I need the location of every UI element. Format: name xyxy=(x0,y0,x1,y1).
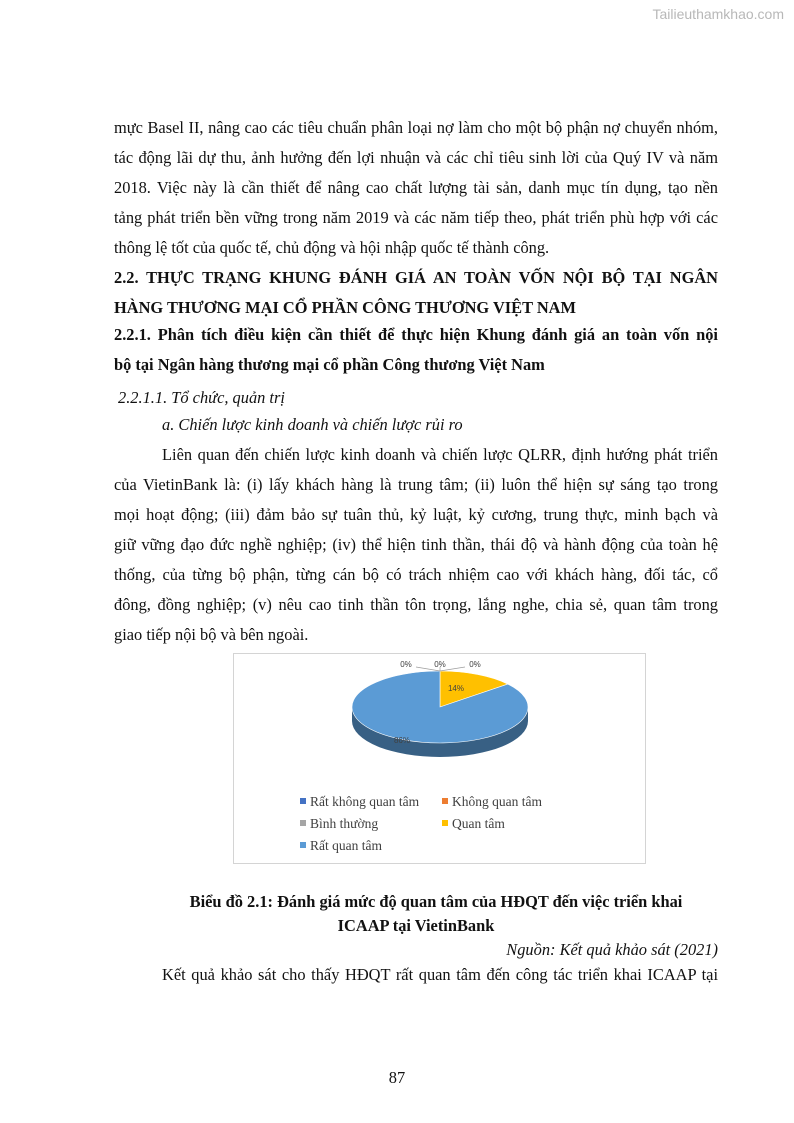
caption-line: Biểu đồ 2.1: Đánh giá mức độ quan tâm của HĐQT đến việc triển khai xyxy=(189,892,683,911)
text-line: của VietinBank là: (i) lấy khách hàng là trung tâm; (ii) luôn thể hiện sự sáng tạo trong xyxy=(114,475,718,494)
text-line: thông lệ tốt của quốc tế, chủ động và hội nhập quốc tế thành công. xyxy=(114,238,550,257)
data-label: 0% xyxy=(469,660,481,669)
pie-chart-canvas xyxy=(234,654,647,865)
legend-item xyxy=(442,794,542,810)
text-line: thống, của từng bộ phận, từng cán bộ có trách nhiệm cao với khách hàng, đối tác, cổ xyxy=(114,565,718,584)
text-line: Liên quan đến chiến lược kinh doanh và chiến lược QLRR, định hướng phát triển xyxy=(162,445,718,464)
heading-line: bộ tại Ngân hàng thương mại cổ phần Công thương Việt Nam xyxy=(114,355,545,374)
legend-label: Rất quan tâm xyxy=(310,838,382,853)
legend-label: Bình thường xyxy=(310,816,379,831)
heading-line: 2.2. THỰC TRẠNG KHUNG ĐÁNH GIÁ AN TOÀN VỐN NỘI BỘ TẠI NGÂN xyxy=(114,268,718,287)
text-line: tác động lãi dự thu, ảnh hưởng đến lợi nhuận và các chỉ tiêu sinh lời của Quý IV và năm xyxy=(114,148,718,167)
heading-2-2-1 xyxy=(114,320,718,380)
source-text: Nguồn: Kết quả khảo sát (2021) xyxy=(506,940,718,959)
legend-swatch xyxy=(300,820,306,826)
data-label: 14% xyxy=(447,684,465,693)
legend-item xyxy=(300,794,419,810)
page-number: 87 xyxy=(388,1068,406,1087)
paragraph-result xyxy=(114,960,718,990)
legend-label: Quan tâm xyxy=(452,816,505,831)
text-line: giữ vững đạo đức nghề nghiệp; (iv) thể hiện tinh thần, thái độ và hành động của toàn hệ xyxy=(114,535,718,554)
heading-line: 2.2.1. Phân tích điều kiện cần thiết để thực hiện Khung đánh giá an toàn vốn nội xyxy=(114,325,718,344)
heading-line: HÀNG THƯƠNG MẠI CỔ PHẦN CÔNG THƯƠNG VIỆT NAM xyxy=(114,298,576,317)
legend-item xyxy=(300,838,382,854)
text-line: đông, đồng nghiệp; (v) nêu cao tinh thần tôn trọng, lắng nghe, chia sẻ, quan tâm trong xyxy=(114,595,718,614)
figure-caption xyxy=(114,892,718,936)
text-line: tảng phát triển bền vững trong năm 2019 và các năm tiếp theo, phát triển phù hợp với các xyxy=(114,208,718,227)
data-label: 86% xyxy=(393,736,411,745)
paragraph-basel xyxy=(114,113,718,263)
heading-line: 2.2.1.1. Tổ chức, quản trị xyxy=(118,388,285,407)
text-line: mực Basel II, nâng cao các tiêu chuẩn phân loại nợ làm cho một bộ phận nợ chuyển nhóm, xyxy=(114,118,718,137)
pie-chart xyxy=(233,653,646,864)
text-line: 2018. Việc này là cần thiết để nâng cao chất lượng tài sản, danh mục tín dụng, tạo nền xyxy=(114,178,718,197)
text-line: Kết quả khảo sát cho thấy HĐQT rất quan tâm đến công tác triển khai ICAAP tại xyxy=(162,965,718,984)
legend-label: Rất không quan tâm xyxy=(310,794,420,809)
legend-item xyxy=(442,816,505,832)
text-line: mọi hoạt động; (iii) đảm bảo sự tuân thủ, kỷ luật, kỷ cương, trung thực, minh bạch và xyxy=(114,505,718,524)
watermark: Tailieuthamkhao.com xyxy=(652,6,784,22)
legend-swatch xyxy=(300,798,306,804)
data-label: 0% xyxy=(400,660,412,669)
legend-item xyxy=(300,816,378,832)
text-line: giao tiếp nội bộ và bên ngoài. xyxy=(114,625,309,644)
legend-swatch xyxy=(442,798,448,804)
heading-line: a. Chiến lược kinh doanh và chiến lược rủi ro xyxy=(162,415,463,434)
legend-label: Không quan tâm xyxy=(452,794,542,809)
paragraph-strategy xyxy=(114,440,718,650)
caption-line: ICAAP tại VietinBank xyxy=(337,916,495,935)
heading-2-2-1-1 xyxy=(118,383,722,413)
legend-swatch xyxy=(300,842,306,848)
legend-swatch xyxy=(442,820,448,826)
data-label: 0% xyxy=(434,660,446,669)
heading-2-2 xyxy=(114,263,718,323)
heading-a xyxy=(162,410,718,440)
